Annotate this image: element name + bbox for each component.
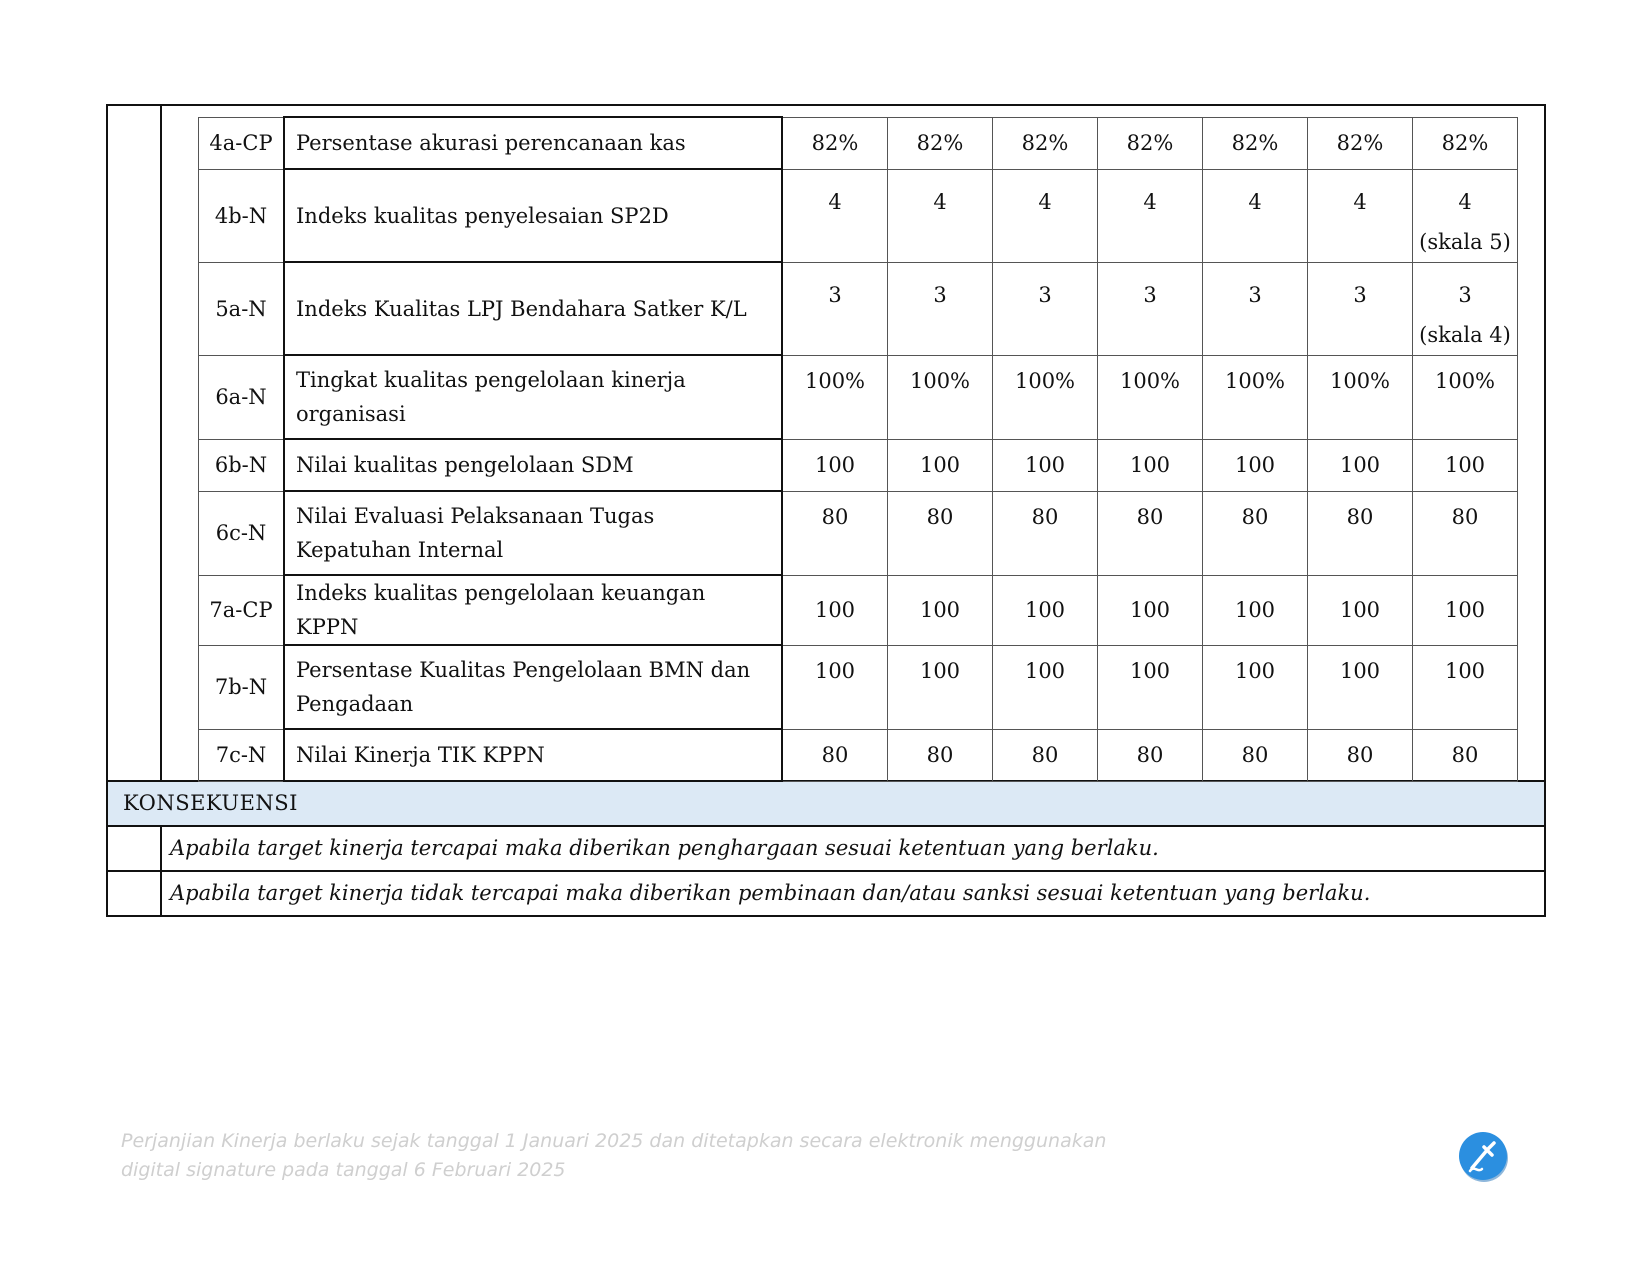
table-row <box>199 262 1518 355</box>
row-indicator: Persentase Kualitas Pengelolaan BMN dan Pengadaan <box>284 645 782 729</box>
row-value: 100 <box>1308 439 1413 491</box>
row-value: 80 <box>1308 729 1413 781</box>
row-indicator: Persentase akurasi perencanaan kas <box>284 117 782 169</box>
scale-note: (skala 5) <box>1419 229 1511 254</box>
row-value: 100 <box>1413 439 1518 491</box>
konsekuensi-heading: KONSEKUENSI <box>108 782 1544 827</box>
table-row <box>199 117 1518 169</box>
table-row <box>199 645 1518 729</box>
row-value: 100 <box>1413 575 1518 645</box>
row-indicator: Tingkat kualitas pengelolaan kinerja organisasi <box>284 355 782 439</box>
row-value: 100 <box>782 439 888 491</box>
row-value: 3 <box>1308 262 1413 355</box>
row-indicator: Indeks kualitas pengelolaan keuangan KPPN <box>284 575 782 645</box>
row-value: 82% <box>782 117 888 169</box>
row-value: 100 <box>888 575 993 645</box>
target-section <box>108 106 1544 782</box>
row-value: 80 <box>993 491 1098 575</box>
row-value: 80 <box>1413 491 1518 575</box>
row-code: 4a-CP <box>199 117 285 169</box>
row-indicator: Nilai kualitas pengelolaan SDM <box>284 439 782 491</box>
row-code: 6a-N <box>199 355 285 439</box>
row-value: 3 <box>782 262 888 355</box>
table-row <box>199 169 1518 262</box>
row-value: 80 <box>1098 491 1203 575</box>
scale-note: (skala 4) <box>1419 322 1511 347</box>
row-value: 100% <box>1098 355 1203 439</box>
row-value: 4 <box>1203 169 1308 262</box>
row-value: 80 <box>1203 491 1308 575</box>
row-value: 80 <box>888 729 993 781</box>
row-value: 100% <box>1308 355 1413 439</box>
table-row <box>199 575 1518 645</box>
row-value-with-scale <box>1413 262 1518 355</box>
row-value: 100 <box>1098 439 1203 491</box>
row-value: 82% <box>888 117 993 169</box>
row-value: 80 <box>888 491 993 575</box>
row-value: 80 <box>782 491 888 575</box>
row-indicator: Indeks Kualitas LPJ Bendahara Satker K/L <box>284 262 782 355</box>
row-value: 4 <box>1098 169 1203 262</box>
row-value: 100 <box>1203 645 1308 729</box>
row-value: 80 <box>1413 729 1518 781</box>
table-row <box>199 729 1518 781</box>
row-value: 80 <box>1308 491 1413 575</box>
konsekuensi-text: Apabila target kinerja tidak tercapai maka diberikan pembinaan dan/atau sanksi sesuai ketentuan yang berlaku. <box>170 881 1371 905</box>
performance-document <box>106 104 1546 917</box>
row-value: 80 <box>782 729 888 781</box>
row-code: 7c-N <box>199 729 285 781</box>
row-value: 100% <box>1203 355 1308 439</box>
row-value: 100 <box>1413 645 1518 729</box>
signature-footer <box>121 1127 1106 1185</box>
row-value: 100 <box>1203 439 1308 491</box>
row-value: 100% <box>888 355 993 439</box>
side-column-divider <box>160 106 162 780</box>
row-value: 100 <box>1308 575 1413 645</box>
row-value: 4 <box>993 169 1098 262</box>
row-value: 3 <box>888 262 993 355</box>
row-value: 100 <box>888 645 993 729</box>
row-value: 100 <box>993 439 1098 491</box>
footer-line: digital signature pada tanggal 6 Februari 2025 <box>121 1159 566 1181</box>
row-indicator: Nilai Evaluasi Pelaksanaan Tugas Kepatuhan Internal <box>284 491 782 575</box>
row-indicator: Indeks kualitas penyelesaian SP2D <box>284 169 782 262</box>
row-code: 4b-N <box>199 169 285 262</box>
row-value: 100 <box>1308 645 1413 729</box>
row-value: 82% <box>1308 117 1413 169</box>
row-value-with-scale <box>1413 169 1518 262</box>
row-value: 100% <box>1413 355 1518 439</box>
row-value: 100 <box>782 575 888 645</box>
row-value: 100 <box>888 439 993 491</box>
row-value: 100 <box>993 645 1098 729</box>
konsekuensi-item <box>108 870 1544 915</box>
row-value: 82% <box>1203 117 1308 169</box>
row-code: 6c-N <box>199 491 285 575</box>
row-value: 100 <box>993 575 1098 645</box>
row-value: 4 <box>782 169 888 262</box>
row-value: 100 <box>1098 575 1203 645</box>
footer-line: Perjanjian Kinerja berlaku sejak tanggal 1 Januari 2025 dan ditetapkan secara elektronik menggunakan <box>121 1130 1107 1152</box>
row-value: 4 <box>888 169 993 262</box>
row-value: 3 <box>1098 262 1203 355</box>
row-value: 100% <box>782 355 888 439</box>
table-row <box>199 355 1518 439</box>
row-value: 82% <box>993 117 1098 169</box>
row-value: 4 <box>1308 169 1413 262</box>
row-value: 100 <box>1098 645 1203 729</box>
row-value: 4 <box>1458 189 1472 214</box>
row-code: 7a-CP <box>199 575 285 645</box>
row-value: 100 <box>782 645 888 729</box>
table-row <box>199 491 1518 575</box>
kpi-table <box>198 116 1518 782</box>
konsekuensi-item <box>108 827 1544 870</box>
row-value: 3 <box>1458 282 1472 307</box>
konsekuensi-text: Apabila target kinerja tercapai maka diberikan penghargaan sesuai ketentuan yang berlaku. <box>170 836 1159 860</box>
konsekuensi-number-cell <box>108 872 162 915</box>
digital-signature-icon <box>1458 1131 1510 1183</box>
row-value: 80 <box>1203 729 1308 781</box>
row-code: 6b-N <box>199 439 285 491</box>
row-value: 100 <box>1203 575 1308 645</box>
row-value: 3 <box>993 262 1098 355</box>
row-value: 100% <box>993 355 1098 439</box>
row-indicator: Nilai Kinerja TIK KPPN <box>284 729 782 781</box>
row-code: 5a-N <box>199 262 285 355</box>
table-row <box>199 439 1518 491</box>
row-value: 82% <box>1098 117 1203 169</box>
row-value: 80 <box>993 729 1098 781</box>
row-code: 7b-N <box>199 645 285 729</box>
konsekuensi-number-cell <box>108 827 162 870</box>
row-value: 82% <box>1413 117 1518 169</box>
row-value: 3 <box>1203 262 1308 355</box>
row-value: 80 <box>1098 729 1203 781</box>
